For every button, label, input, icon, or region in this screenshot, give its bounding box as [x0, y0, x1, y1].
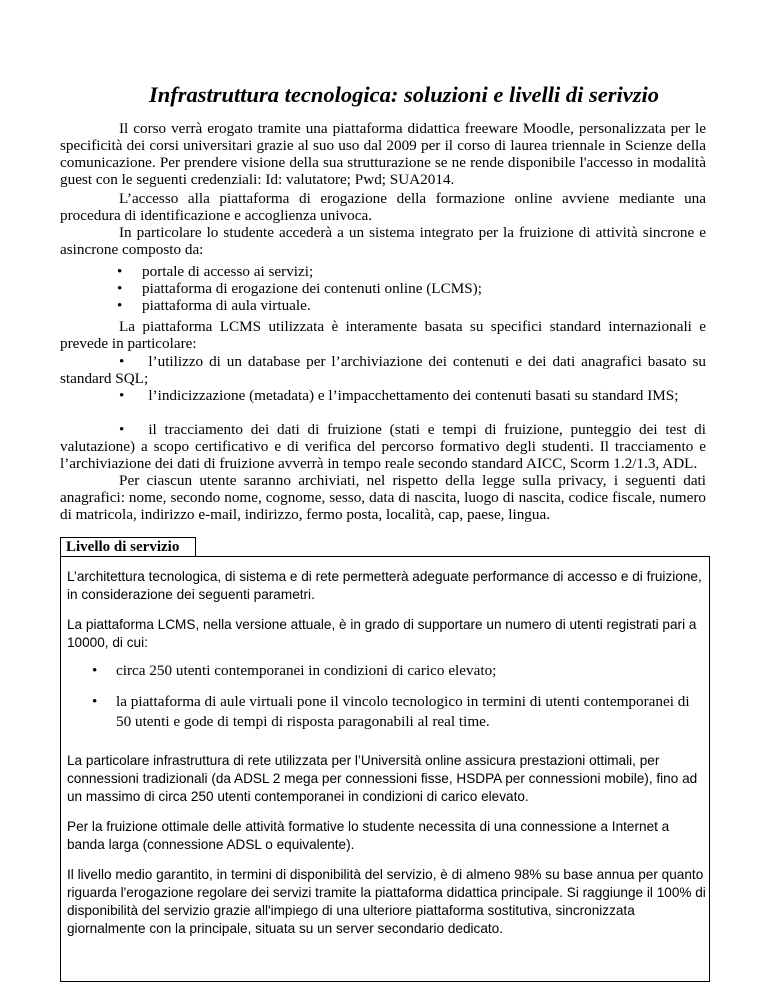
bullet-icon: • — [117, 263, 123, 280]
bullet-icon: • — [92, 662, 98, 679]
service-paragraph-1: L’architettura tecnologica, di sistema e di rete permetterà adeguate performance di accesso e di fruizione, in considerazione dei seguenti parametri. — [67, 569, 702, 602]
list-item-text: portale di accesso ai servizi; — [142, 263, 314, 280]
service-paragraph-4: Per la fruizione ottimale delle attività formative lo studente necessita di una connessione a Internet a banda larga (connessione ADSL o equivalente). — [67, 819, 670, 852]
list-item-text: circa 250 utenti contemporanei in condizioni di carico elevato; — [116, 662, 497, 679]
intro-paragraph-5: Per ciascun utente saranno archiviati, nel rispetto della legge sulla privacy, i seguenti dati anagrafici: nome, secondo nome, cognome, sesso, data di nascita, luogo di nascita, codice fiscale, numero di matricola, indirizzo e-mail, indirizzo, fermo posta, località, cap, paese, lingua. — [60, 472, 706, 523]
bullet-icon: • — [119, 353, 125, 370]
service-paragraph-3: La particolare infrastruttura di rete utilizzata per l’Università online assicura prestazioni ottimali, per connessioni tradizionali (da ADSL 2 mega per connessioni fisse, HSDPA per connessioni mobile), fino ad un massimo di circa 250 utenti contemporanei in condizioni di carico elevato. — [67, 753, 698, 804]
list-item — [60, 421, 706, 472]
intro-paragraph-1: Il corso verrà erogato tramite una piattaforma didattica freeware Moodle, personalizzata per le specificità dei corsi universitari grazie al suo uso dal 2009 per il corso di laurea triennale in Scienze della comunicazione. Per prendere visione della sua strutturazione se ne rende disponibile l'accesso in modalità guest con le seguenti credenziali: Id: valutatore; Pwd; SUA2014. — [60, 120, 706, 188]
intro-paragraph-2: L’accesso alla piattaforma di erogazione della formazione online avviene mediante una procedura di identificazione e accoglienza univoca. — [60, 190, 706, 224]
list-item — [60, 387, 706, 404]
bullet-icon: • — [119, 421, 125, 438]
bullet-icon: • — [92, 693, 98, 710]
service-level-heading: Livello di servizio — [60, 537, 196, 556]
list-item-text: l’indicizzazione (metadata) e l’impacchettamento dei contenuti basati su standard IMS; — [148, 387, 679, 404]
bullet-icon: • — [117, 280, 123, 297]
list-item — [60, 353, 706, 387]
intro-paragraph-3: In particolare lo studente accederà a un sistema integrato per la fruizione di attività sincrone e asincrone composto da: — [60, 224, 706, 258]
bullet-icon: • — [117, 297, 123, 314]
list-item-text: il tracciamento dei dati di fruizione (stati e tempi di fruizione, punteggio dei test di valutazione) a scopo certificativo e di verifica del percorso formativo degli studenti. Il tracciamento e l’archiviazione dei dati di fruizione avverrà in tempo reale secondo standard AICC, Scorm 1.2/1.3, ADL. — [60, 421, 706, 472]
service-paragraph-5: Il livello medio garantito, in termini di disponibilità del servizio, è di almeno 98% su base annua per quanto riguarda l'erogazione regolare dei servizi tramite la piattaforma didattica principale. Si raggiunge il 100% di disponibilità del servizio grazie all'impiego di una ulteriore piattaforma sostitutiva, sincronizzata giornalmente con la principale, situata su un server secondario dedicato. — [67, 867, 706, 936]
service-paragraph-2: La piattaforma LCMS, nella versione attuale, è in grado di supportare un numero di utenti registrati pari a 10000, di cui: — [67, 617, 697, 650]
page-title: Infrastruttura tecnologica: soluzioni e livelli di serivzio — [148, 82, 660, 107]
bullet-icon: • — [119, 387, 125, 404]
list-item-text: piattaforma di aula virtuale. — [142, 297, 311, 314]
intro-paragraph-4: La piattaforma LCMS utilizzata è interamente basata su specifici standard internazionali e prevede in particolare: — [60, 318, 706, 352]
list-item-text: la piattaforma di aule virtuali pone il vincolo tecnologico in termini di utenti contemporanei di 50 utenti e gode di tempi di risposta paragonabili al real time. — [116, 693, 690, 730]
list-item-text: piattaforma di erogazione dei contenuti online (LCMS); — [142, 280, 482, 297]
list-item-text: l’utilizzo di un database per l’archiviazione dei contenuti e dei dati anagrafici basato su standard SQL; — [60, 353, 706, 387]
